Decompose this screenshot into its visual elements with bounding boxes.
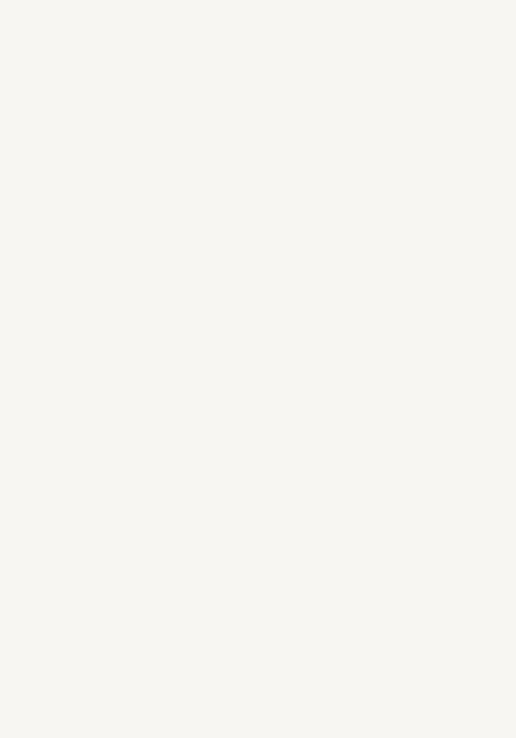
running-head [6, 10, 30, 310]
top-text-block [36, 42, 492, 360]
bottom-text-block [178, 370, 492, 670]
section-divider-wavy [60, 466, 156, 646]
